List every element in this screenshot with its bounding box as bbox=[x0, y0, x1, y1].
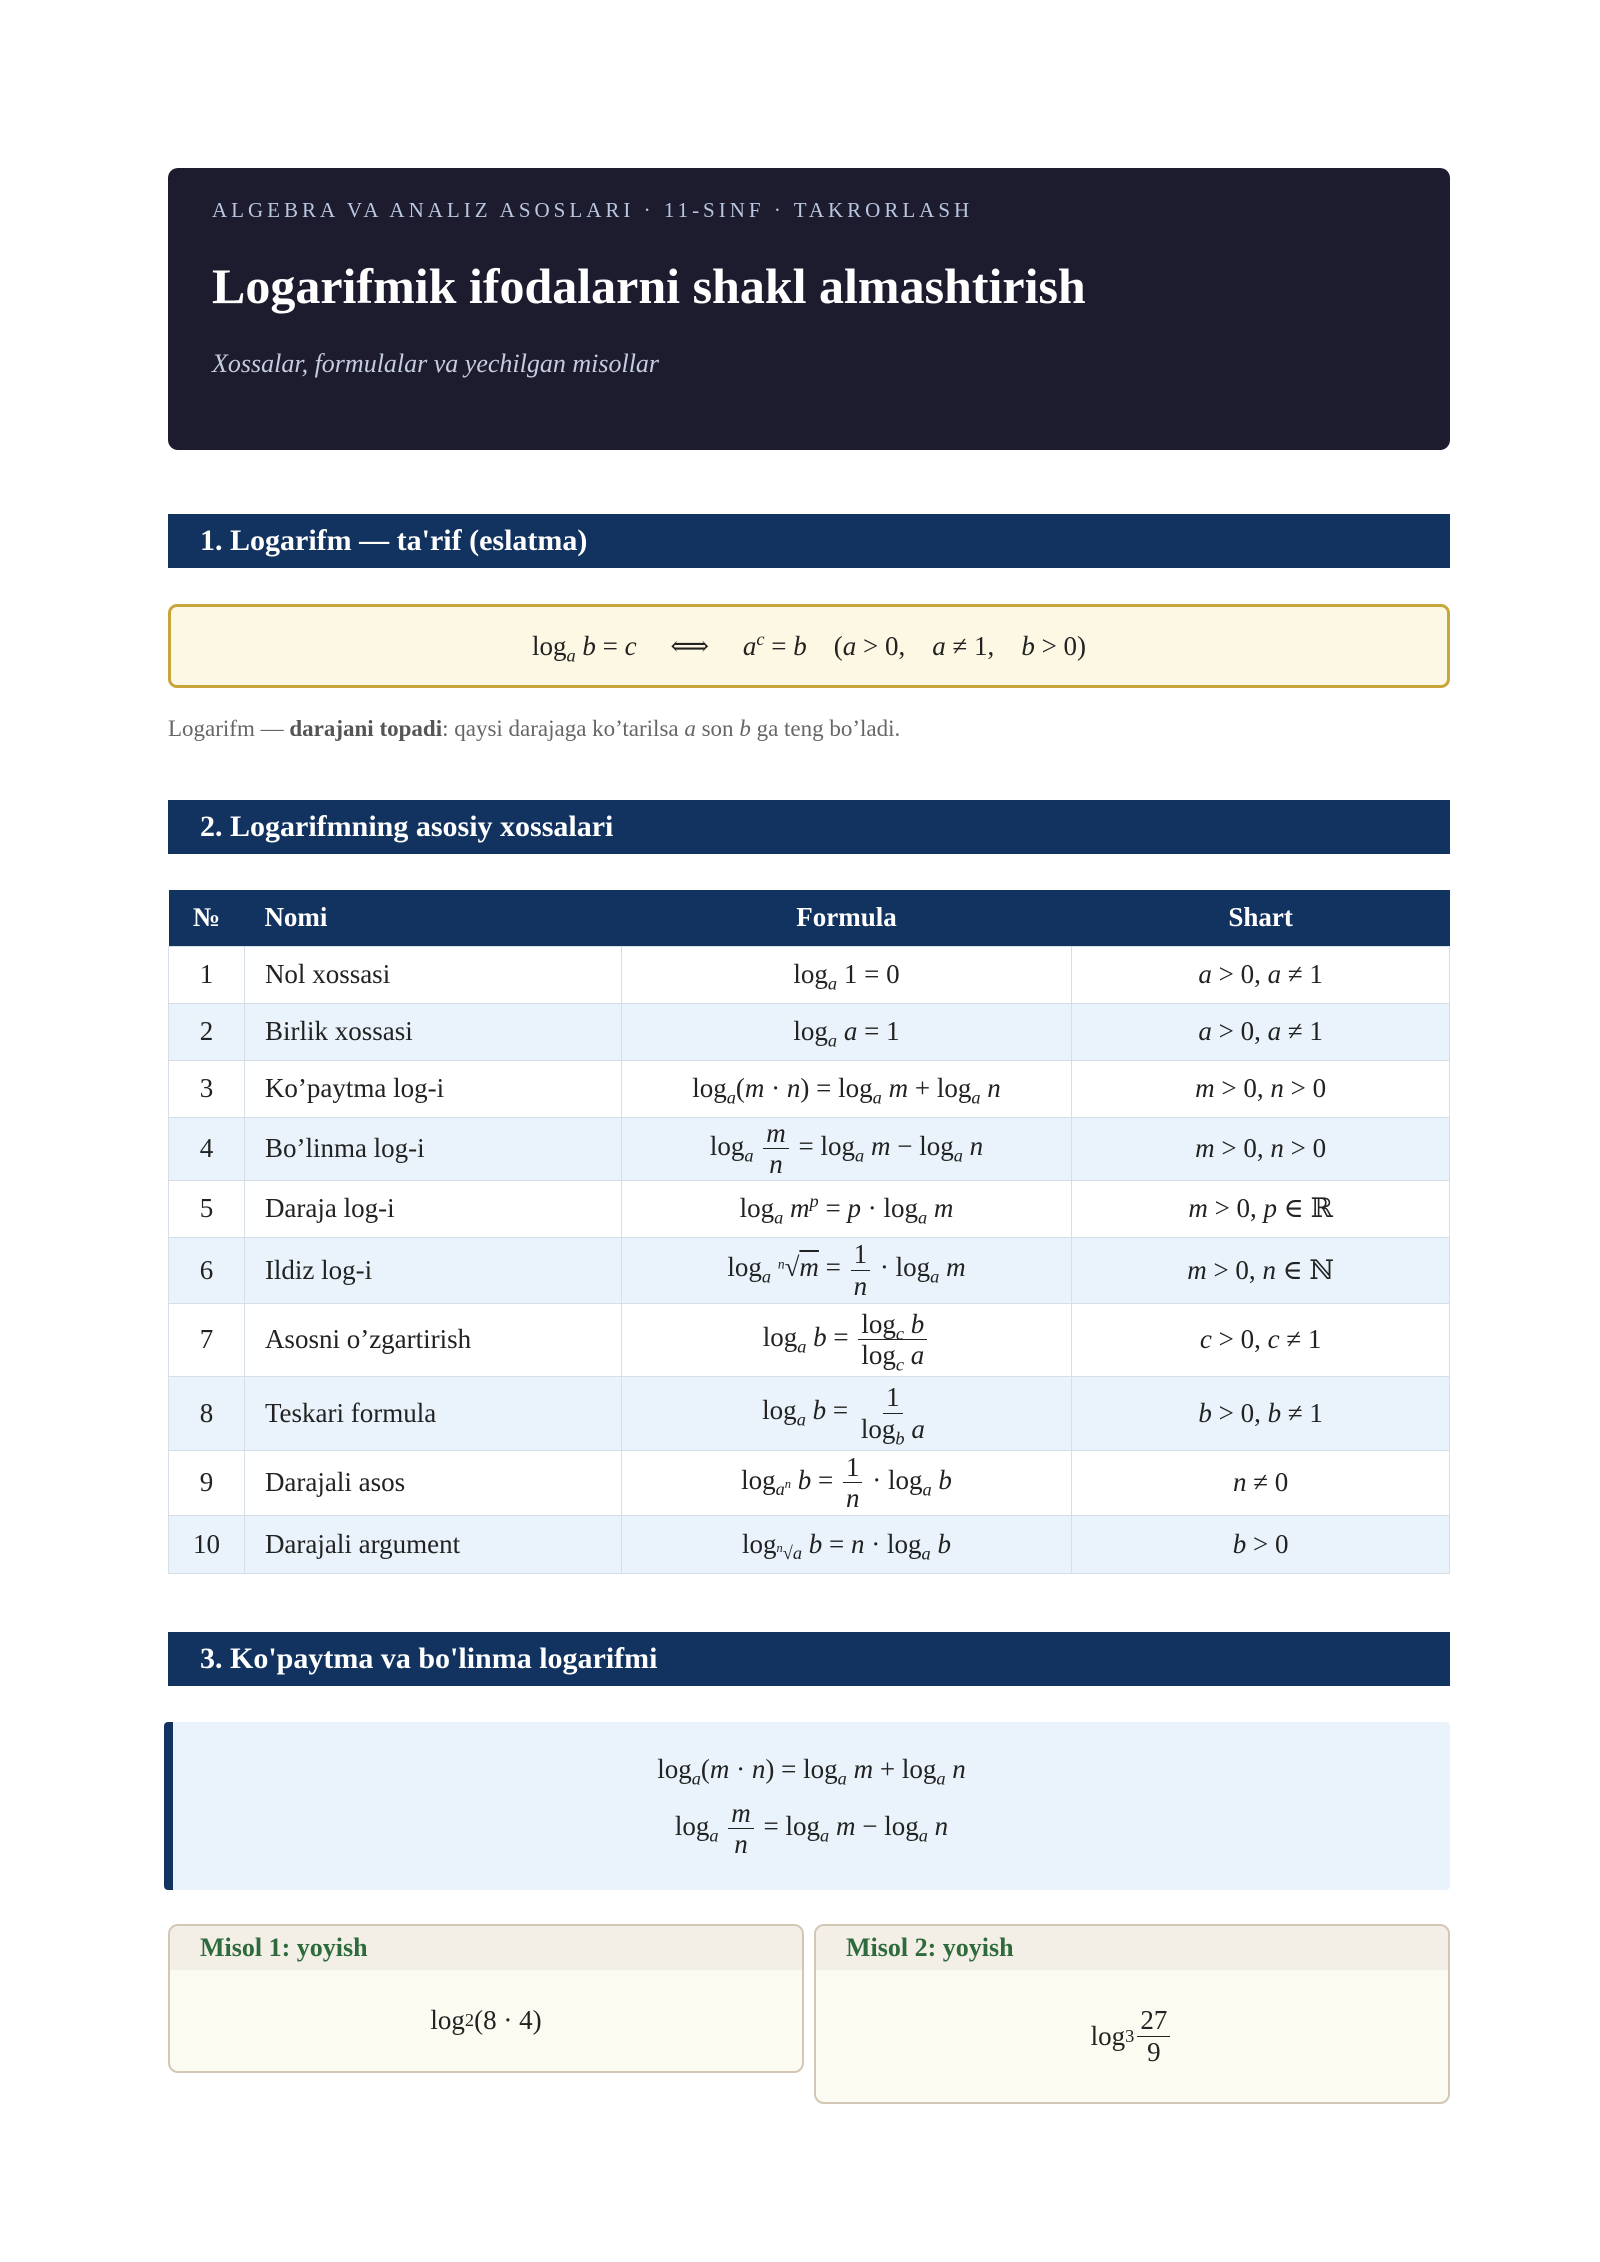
row-condition: a > 0, a ≠ 1 bbox=[1072, 946, 1450, 1003]
row-name: Daraja log-i bbox=[244, 1180, 621, 1237]
example-1-title: Misol 1: yoyish bbox=[170, 1926, 802, 1970]
col-header-name: Nomi bbox=[244, 890, 621, 946]
table-row bbox=[169, 1003, 1450, 1060]
table-row bbox=[169, 1303, 1450, 1376]
row-formula: $\log_a m^p = p \cdot \log_a m$ bbox=[621, 1180, 1072, 1237]
table-header-row bbox=[169, 890, 1450, 946]
page-title: Logarifmik ifodalarni shakl almashtirish bbox=[212, 258, 1086, 314]
row-condition: n ≠ 0 bbox=[1072, 1450, 1450, 1515]
page-subtitle: Xossalar, formulalar va yechilgan misollar bbox=[212, 349, 660, 378]
example-card-2 bbox=[814, 1924, 1450, 2104]
product-quotient-rules-box bbox=[164, 1722, 1450, 1890]
table-row bbox=[169, 1117, 1450, 1180]
table-row bbox=[169, 946, 1450, 1003]
example-card-1 bbox=[168, 1924, 804, 2073]
col-header-formula: Formula bbox=[621, 890, 1072, 946]
row-name: Bo’linma log-i bbox=[244, 1117, 621, 1180]
row-number: 6 bbox=[169, 1237, 245, 1303]
example-1-argument: (8 · 4) bbox=[474, 2004, 542, 2035]
row-number: 7 bbox=[169, 1303, 245, 1376]
row-name: Birlik xossasi bbox=[244, 1003, 621, 1060]
note-var-a: a bbox=[684, 716, 696, 741]
row-number: 2 bbox=[169, 1003, 245, 1060]
row-condition: c > 0, c ≠ 1 bbox=[1072, 1303, 1450, 1376]
quotient-rule-formula: $\log_a$ $\frac{m}{n}$ = $\log_a m - \log_a n$ bbox=[674, 1797, 949, 1859]
row-number: 10 bbox=[169, 1515, 245, 1573]
row-formula: $\log_a b$ = $\frac{\log_c b}{\log_c a}$ bbox=[621, 1303, 1072, 1376]
row-name: Teskari formula bbox=[244, 1376, 621, 1450]
row-number: 5 bbox=[169, 1180, 245, 1237]
table-row bbox=[169, 1060, 1450, 1117]
row-condition: b > 0, b ≠ 1 bbox=[1072, 1376, 1450, 1450]
row-formula: $\log_a b$ = $\frac{1}{\log_b a}$ bbox=[621, 1376, 1072, 1450]
row-condition: m > 0, n > 0 bbox=[1072, 1117, 1450, 1180]
row-formula: $\log_{^n√a} b = n \cdot \log_a b$ bbox=[621, 1515, 1072, 1573]
row-formula: $\log_{a^n} b$ = $\frac{1}{n}$ · $\log_a b$ bbox=[621, 1450, 1072, 1515]
example-2-numerator: 27 bbox=[1137, 2006, 1170, 2036]
row-condition: a > 0, a ≠ 1 bbox=[1072, 1003, 1450, 1060]
row-formula: $\log_a(m \cdot n) = \log_a m + \log_a n$ bbox=[621, 1060, 1072, 1117]
table-row bbox=[169, 1450, 1450, 1515]
row-condition: m > 0, n ∈ ℕ bbox=[1072, 1237, 1450, 1303]
row-name: Darajali argument bbox=[244, 1515, 621, 1573]
col-header-condition: Shart bbox=[1072, 890, 1450, 946]
row-name: Ildiz log-i bbox=[244, 1237, 621, 1303]
example-2-title: Misol 2: yoyish bbox=[816, 1926, 1448, 1970]
row-condition: b > 0 bbox=[1072, 1515, 1450, 1573]
row-number: 1 bbox=[169, 946, 245, 1003]
product-rule-formula: $\log_a(m \cdot n) = \log_a m + \log_a n$ bbox=[657, 1753, 966, 1789]
table-row bbox=[169, 1180, 1450, 1237]
row-formula: $\log_a 1 = 0$ bbox=[621, 946, 1072, 1003]
note-text: son bbox=[695, 716, 740, 741]
definition-formula-box bbox=[168, 604, 1450, 688]
row-name: Darajali asos bbox=[244, 1450, 621, 1515]
row-formula: $\log_a$ $\frac{m}{n}$ = $\log_a m - \log_a n$ bbox=[621, 1117, 1072, 1180]
note-text: : qaysi darajaga ko’tarilsa bbox=[442, 716, 685, 741]
col-header-no: № bbox=[169, 890, 245, 946]
row-name: Asosni o’zgartirish bbox=[244, 1303, 621, 1376]
table-row bbox=[169, 1237, 1450, 1303]
note-var-b: b bbox=[739, 716, 751, 741]
definition-formula: $\log_a b = c$ ⟺ $a^c = b$ (a > 0, a ≠ 1, b > 0) bbox=[531, 628, 1087, 665]
table-row bbox=[169, 1515, 1450, 1573]
row-name: Nol xossasi bbox=[244, 946, 621, 1003]
section-heading-definition: 1. Logarifm — ta'rif (eslatma) bbox=[168, 514, 1450, 568]
note-text: ga teng bo’ladi. bbox=[750, 716, 901, 741]
header-banner bbox=[168, 168, 1450, 450]
definition-note bbox=[168, 716, 900, 742]
row-formula: $\log_a ^n√m$ = $\frac{1}{n}$ · $\log_a m$ bbox=[621, 1237, 1072, 1303]
note-emphasis: darajani topadi bbox=[289, 716, 443, 741]
row-number: 3 bbox=[169, 1060, 245, 1117]
row-formula: $\log_a a = 1$ bbox=[621, 1003, 1072, 1060]
row-condition: m > 0, n > 0 bbox=[1072, 1060, 1450, 1117]
example-2-denominator: 9 bbox=[1147, 2036, 1161, 2067]
section-heading-product-quotient: 3. Ko'paytma va bo'linma logarifmi bbox=[168, 1632, 1450, 1686]
row-number: 8 bbox=[169, 1376, 245, 1450]
example-1-expression: log 2 (8 · 4) bbox=[430, 2004, 542, 2035]
section-heading-properties: 2. Logarifmning asosiy xossalari bbox=[168, 800, 1450, 854]
course-overline: ALGEBRA VA ANALIZ ASOSLARI · 11-SINF · TAKRORLASH bbox=[212, 198, 974, 222]
row-name: Ko’paytma log-i bbox=[244, 1060, 621, 1117]
note-text: Logarifm — bbox=[168, 716, 290, 741]
properties-table bbox=[168, 890, 1450, 1574]
example-2-expression: log 3 $\frac{27}{9}$ bbox=[816, 1970, 1448, 2102]
row-condition: m > 0, p ∈ ℝ bbox=[1072, 1180, 1450, 1237]
row-number: 9 bbox=[169, 1450, 245, 1515]
table-row bbox=[169, 1376, 1450, 1450]
row-number: 4 bbox=[169, 1117, 245, 1180]
